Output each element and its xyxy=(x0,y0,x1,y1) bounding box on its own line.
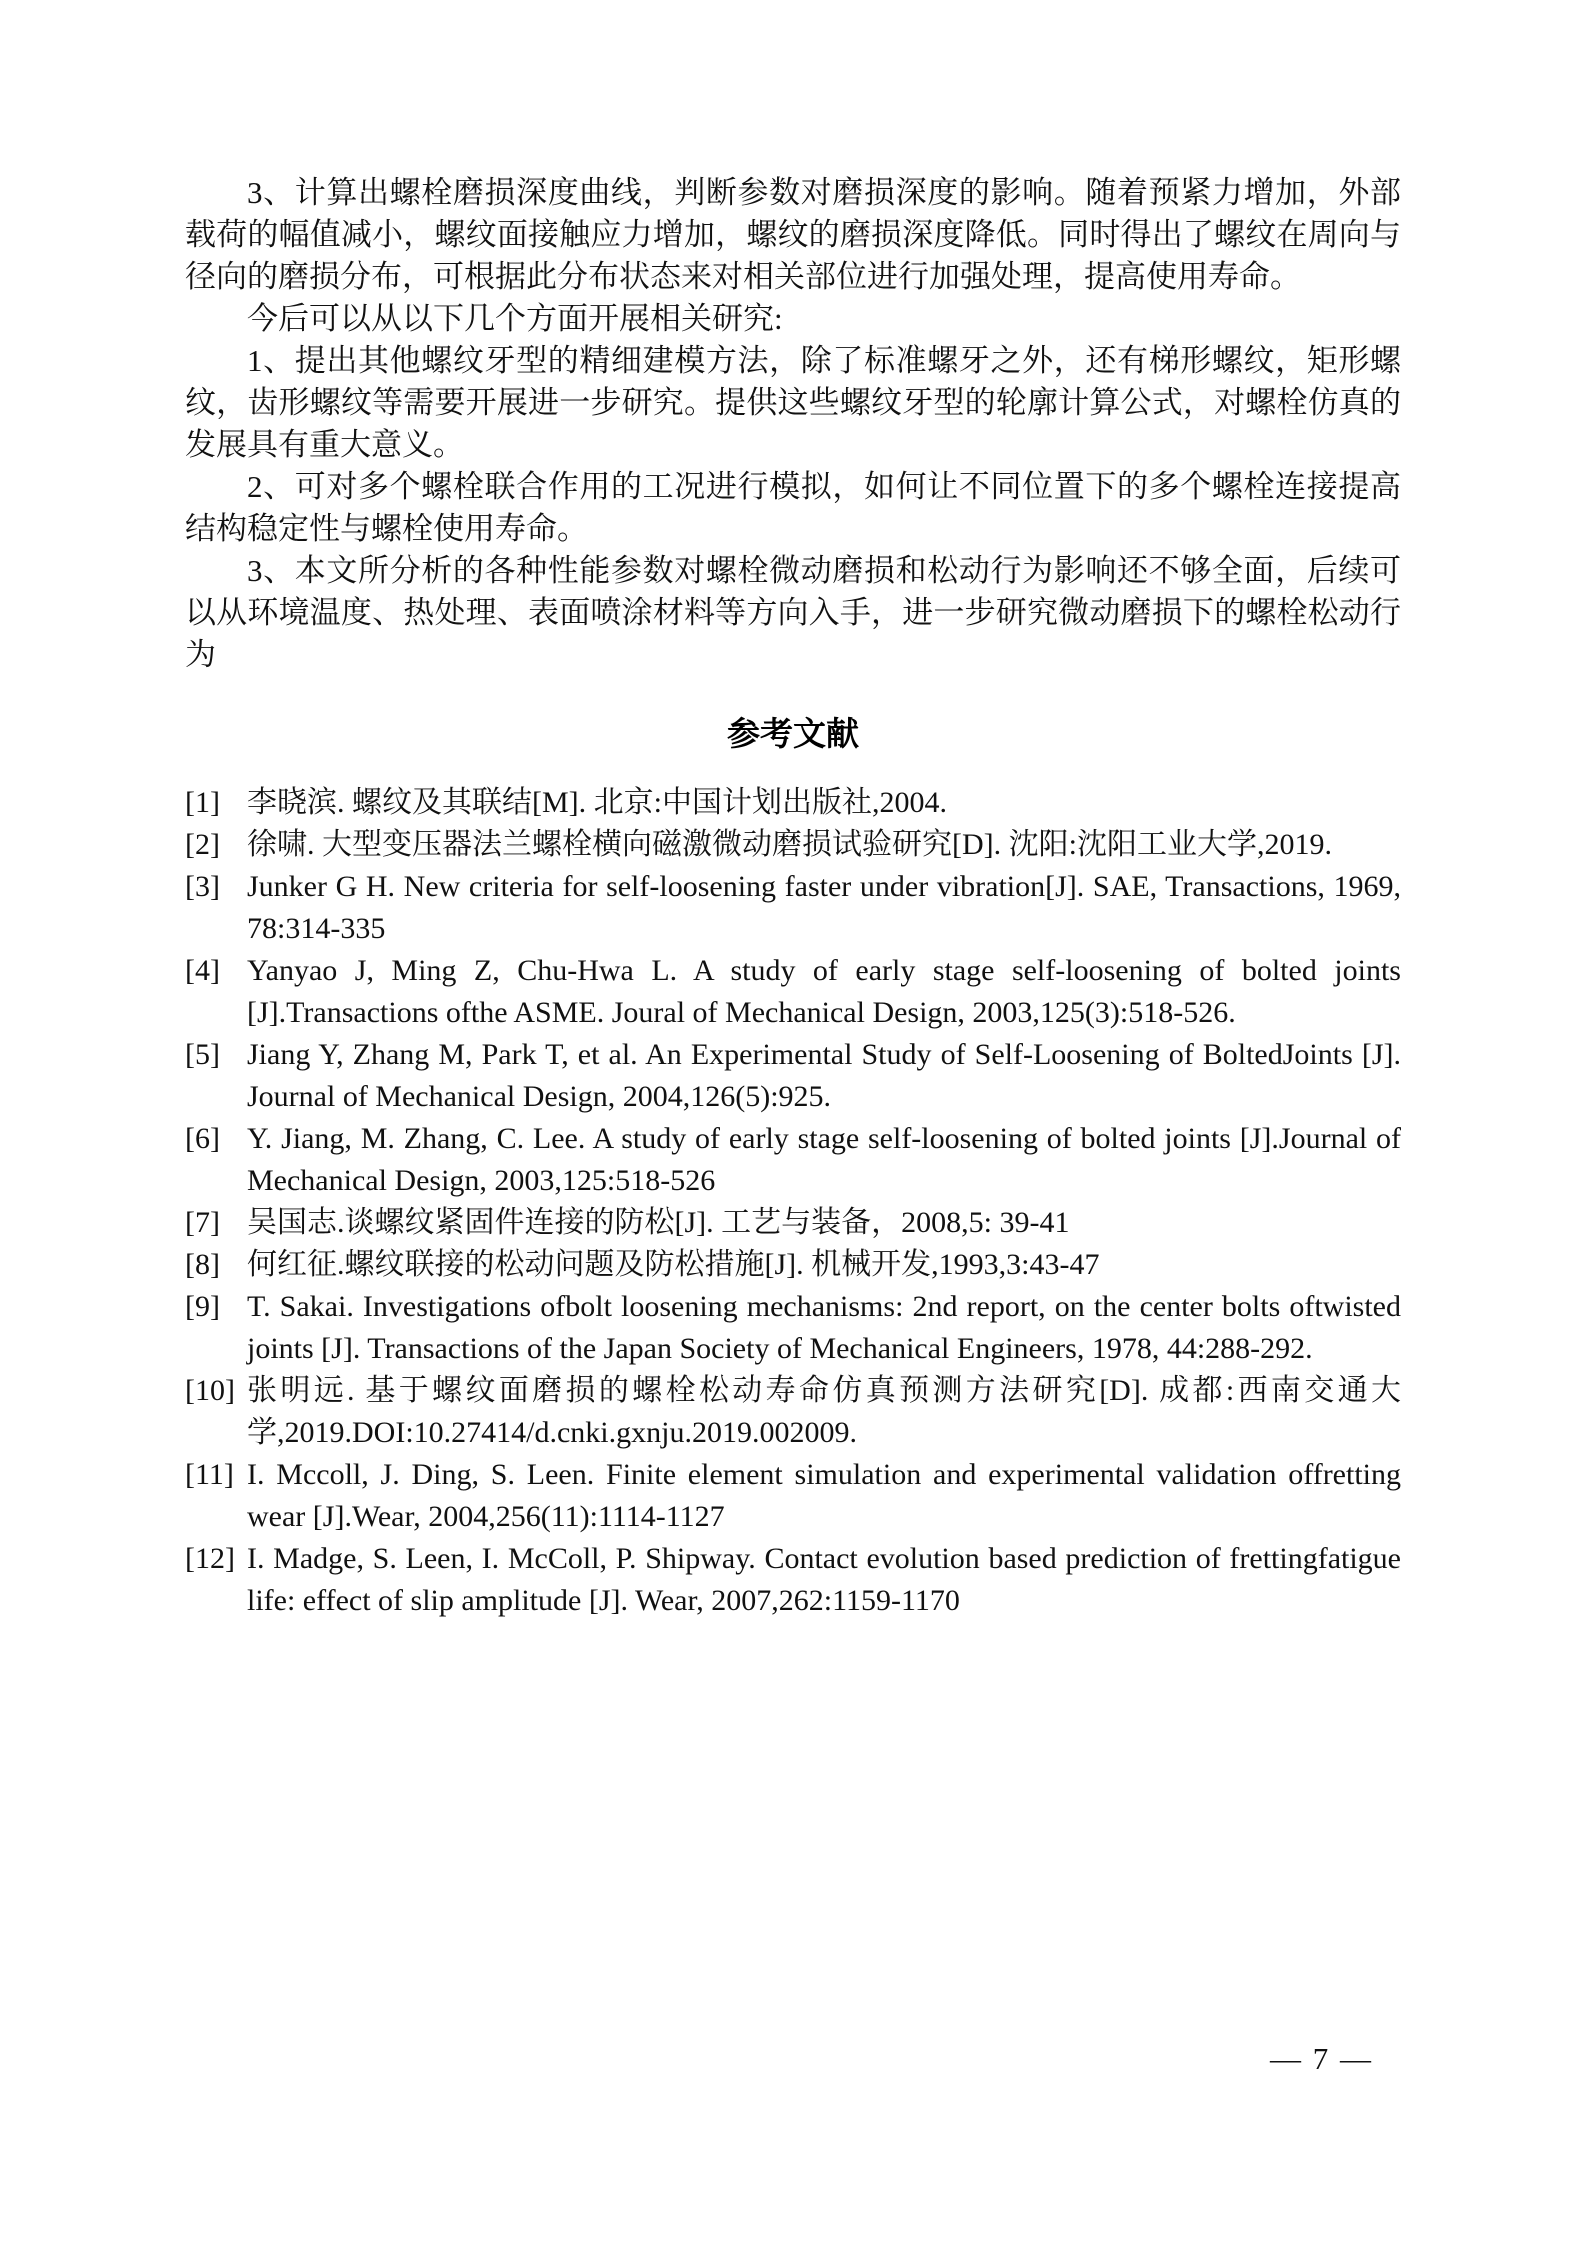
reference-text: Y. Jiang, M. Zhang, C. Lee. A study of early stage self-loosening of bolted joints [J].Journal of Mechanical Design, 2003,125:518-526 xyxy=(247,1122,1401,1197)
reference-text: I. Madge, S. Leen, I. McColl, P. Shipway. Contact evolution based prediction of frettingfatigue life: effect of slip amplitude [J]. Wear, 2007,262:1159-1170 xyxy=(247,1542,1401,1617)
reference-text: Junker G H. New criteria for self-loosening faster under vibration[J]. SAE, Transactions, 1969, 78:314-335 xyxy=(247,870,1401,945)
page-number: — 7 — xyxy=(1270,2041,1373,2076)
reference-text: 何红征.螺纹联接的松动问题及防松措施[J]. 机械开发,1993,3:43-47 xyxy=(247,1248,1100,1281)
reference-number: [10] xyxy=(185,1374,235,1407)
reference-number: [4] xyxy=(185,954,220,987)
reference-text: Jiang Y, Zhang M, Park T, et al. An Experimental Study of Self-Loosening of BoltedJoints [J]. Journal of Mechanical Design, 2004,126(5):925. xyxy=(247,1038,1401,1113)
reference-item xyxy=(185,1118,1401,1202)
conclusion-paragraph-1: 3、计算出螺栓磨损深度曲线，判断参数对磨损深度的影响。随着预紧力增加，外部载荷的幅值减小，螺纹面接触应力增加，螺纹的磨损深度降低。同时得出了螺纹在周向与径向的磨损分布，可根据此分布状态来对相关部位进行加强处理，提高使用寿命。 xyxy=(185,175,1401,294)
reference-text: 吴国志.谈螺纹紧固件连接的防松[J]. 工艺与装备，2008,5: 39-41 xyxy=(247,1206,1070,1239)
reference-number: [11] xyxy=(185,1458,234,1491)
reference-item xyxy=(185,1370,1401,1454)
reference-number: [2] xyxy=(185,828,220,861)
references-heading: 参考文献 xyxy=(727,715,859,752)
reference-text: T. Sakai. Investigations ofbolt loosening mechanisms: 2nd report, on the center bolts oftwisted joints [J]. Transactions of the Japan Society of Mechanical Engineers, 1978, 44:288-292. xyxy=(247,1290,1401,1365)
reference-text: 张明远. 基于螺纹面磨损的螺栓松动寿命仿真预测方法研究[D]. 成都:西南交通大学,2019.DOI:10.27414/d.cnki.gxnju.2019.002009. xyxy=(247,1374,1401,1449)
reference-item xyxy=(185,1244,1401,1286)
reference-item xyxy=(185,950,1401,1034)
references-list xyxy=(185,782,1401,1622)
reference-text: 徐啸. 大型变压器法兰螺栓横向磁激微动磨损试验研究[D]. 沈阳:沈阳工业大学,2019. xyxy=(247,828,1332,861)
reference-number: [7] xyxy=(185,1206,220,1239)
reference-text: Yanyao J, Ming Z, Chu-Hwa L. A study of early stage self-loosening of bolted joints [J].Transactions ofthe ASME. Joural of Mechanical Design, 2003,125(3):518-526. xyxy=(247,954,1401,1029)
page-content xyxy=(185,172,1401,1622)
reference-item xyxy=(185,782,1401,824)
reference-number: [9] xyxy=(185,1290,220,1323)
reference-number: [8] xyxy=(185,1248,220,1281)
reference-item xyxy=(185,824,1401,866)
reference-number: [5] xyxy=(185,1038,220,1071)
reference-item xyxy=(185,1538,1401,1622)
conclusion-paragraph-4: 2、可对多个螺栓联合作用的工况进行模拟，如何让不同位置下的多个螺栓连接提高结构稳定性与螺栓使用寿命。 xyxy=(185,469,1401,546)
conclusion-paragraph-2: 今后可以从以下几个方面开展相关研究: xyxy=(247,301,783,336)
reference-item xyxy=(185,1454,1401,1538)
conclusion-paragraph-5: 3、本文所分析的各种性能参数对螺栓微动磨损和松动行为影响还不够全面，后续可以从环境温度、热处理、表面喷涂材料等方向入手，进一步研究微动磨损下的螺栓松动行为 xyxy=(185,553,1401,672)
reference-number: [6] xyxy=(185,1122,220,1155)
conclusion-paragraph-3: 1、提出其他螺纹牙型的精细建模方法，除了标准螺牙之外，还有梯形螺纹，矩形螺纹，齿形螺纹等需要开展进一步研究。提供这些螺纹牙型的轮廓计算公式，对螺栓仿真的发展具有重大意义。 xyxy=(185,343,1401,462)
reference-number: [3] xyxy=(185,870,220,903)
reference-number: [1] xyxy=(185,786,220,819)
reference-item xyxy=(185,1034,1401,1118)
reference-text: 李晓滨. 螺纹及其联结[M]. 北京:中国计划出版社,2004. xyxy=(247,786,947,819)
reference-item xyxy=(185,1202,1401,1244)
reference-item xyxy=(185,866,1401,950)
reference-number: [12] xyxy=(185,1542,235,1575)
reference-item xyxy=(185,1286,1401,1370)
reference-text: I. Mccoll, J. Ding, S. Leen. Finite element simulation and experimental validation offretting wear [J].Wear, 2004,256(11):1114-1127 xyxy=(247,1458,1401,1533)
